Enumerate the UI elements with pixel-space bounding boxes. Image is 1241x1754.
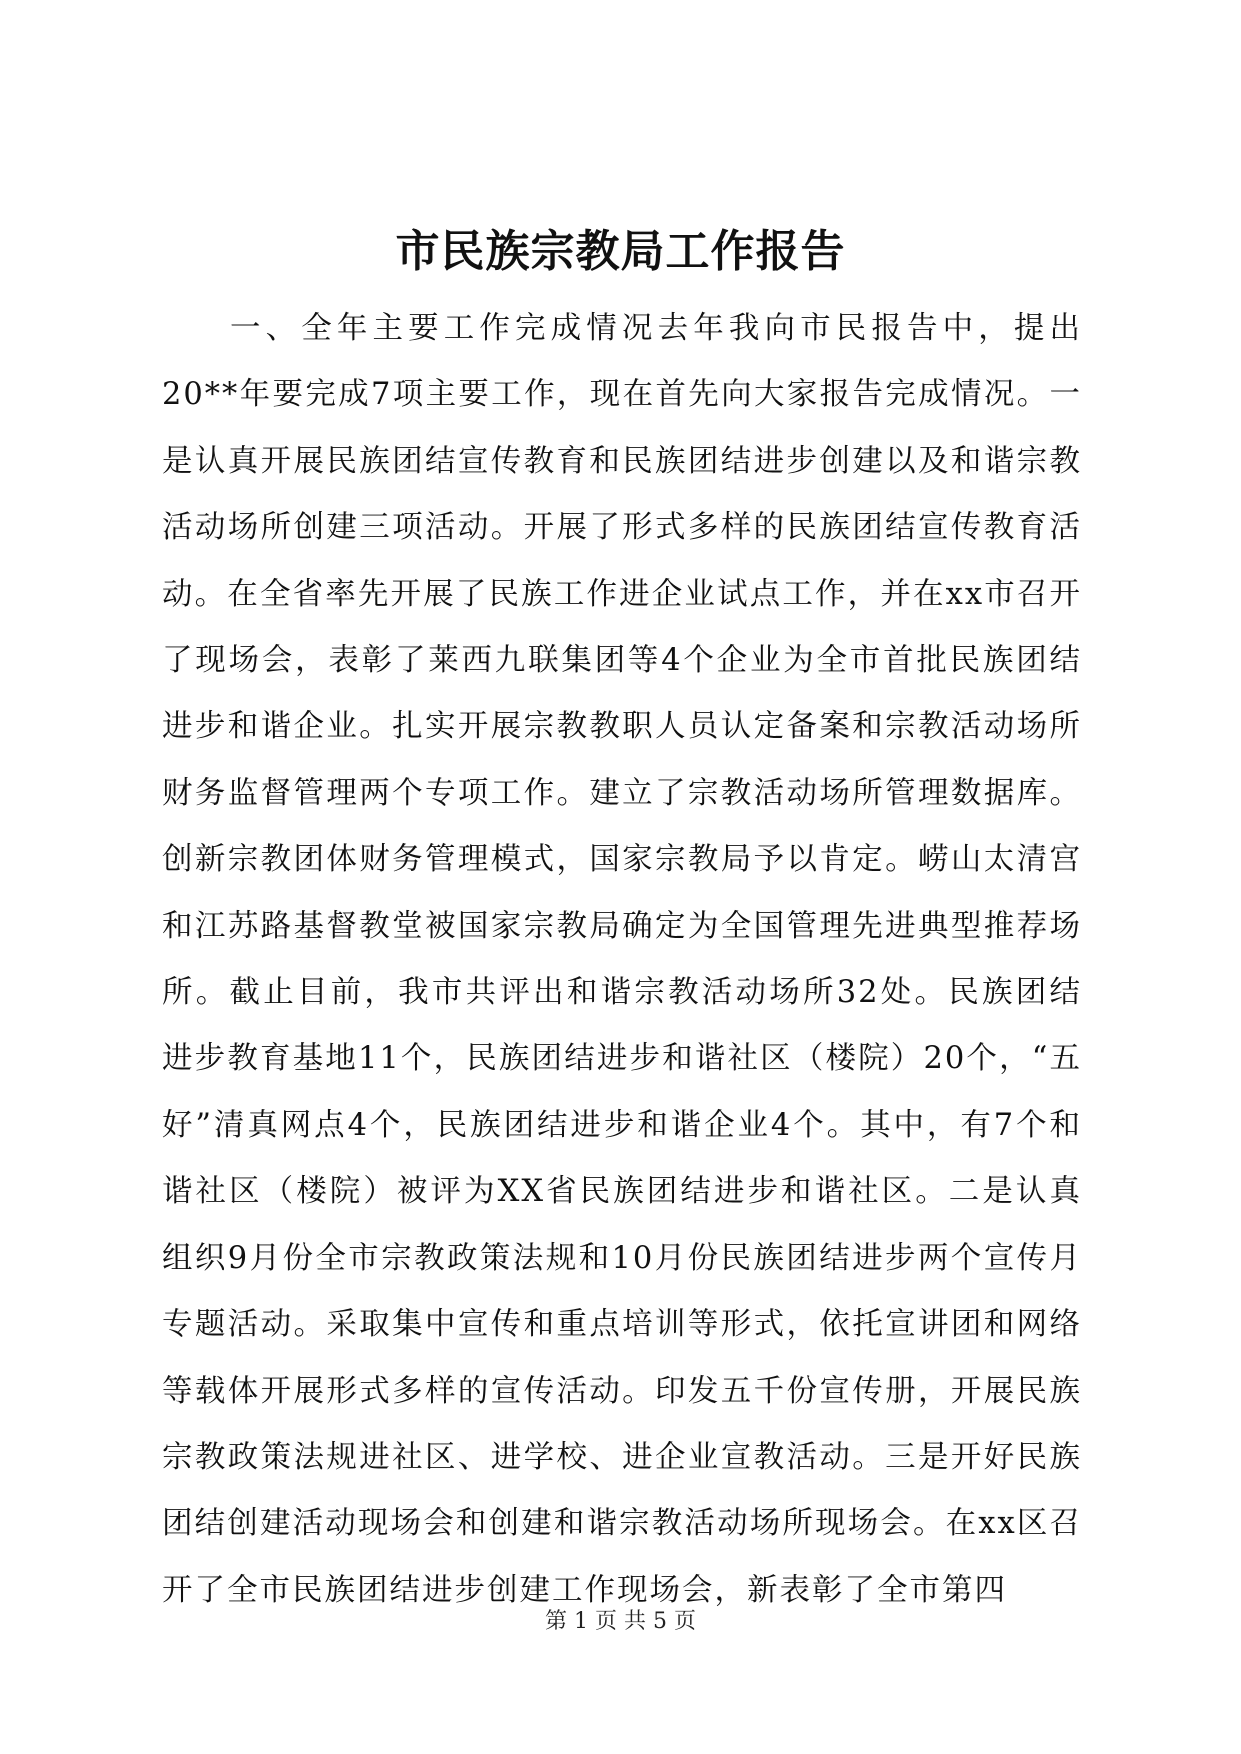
- body-paragraph: 一、全年主要工作完成情况去年我向市民报告中，提出20**年要完成7项主要工作，现在首先向大家报告完成情况。一是认真开展民族团结宣传教育和民族团结进步创建以及和谐宗教活动场所创建三项活动。开展了形式多样的民族团结宣传教育活动。在全省率先开展了民族工作进企业试点工作，并在xx市召开了现场会，表彰了莱西九联集团等4个企业为全市首批民族团结进步和谐企业。扎实开展宗教教职人员认定备案和宗教活动场所财务监督管理两个专项工作。建立了宗教活动场所管理数据库。创新宗教团体财务管理模式，国家宗教局予以肯定。崂山太清宫和江苏路基督教堂被国家宗教局确定为全国管理先进典型推荐场所。截止目前，我市共评出和谐宗教活动场所32处。民族团结进步教育基地11个，民族团结进步和谐社区（楼院）20个，“五好”清真网点4个，民族团结进步和谐企业4个。其中，有7个和谐社区（楼院）被评为XX省民族团结进步和谐社区。二是认真组织9月份全市宗教政策法规和10月份民族团结进步两个宣传月专题活动。采取集中宣传和重点培训等形式，依托宣讲团和网络等载体开展形式多样的宣传活动。印发五千份宣传册，开展民族宗教政策法规进社区、进学校、进企业宣教活动。三是开好民族团结创建活动现场会和创建和谐宗教活动场所现场会。在xx区召开了全市民族团结进步创建工作现场会，新表彰了全市第四: [162, 311, 1082, 1608]
- page-title: 市民族宗教局工作报告: [395, 226, 846, 277]
- page-number: 第 1 页 共 5 页: [545, 1609, 696, 1634]
